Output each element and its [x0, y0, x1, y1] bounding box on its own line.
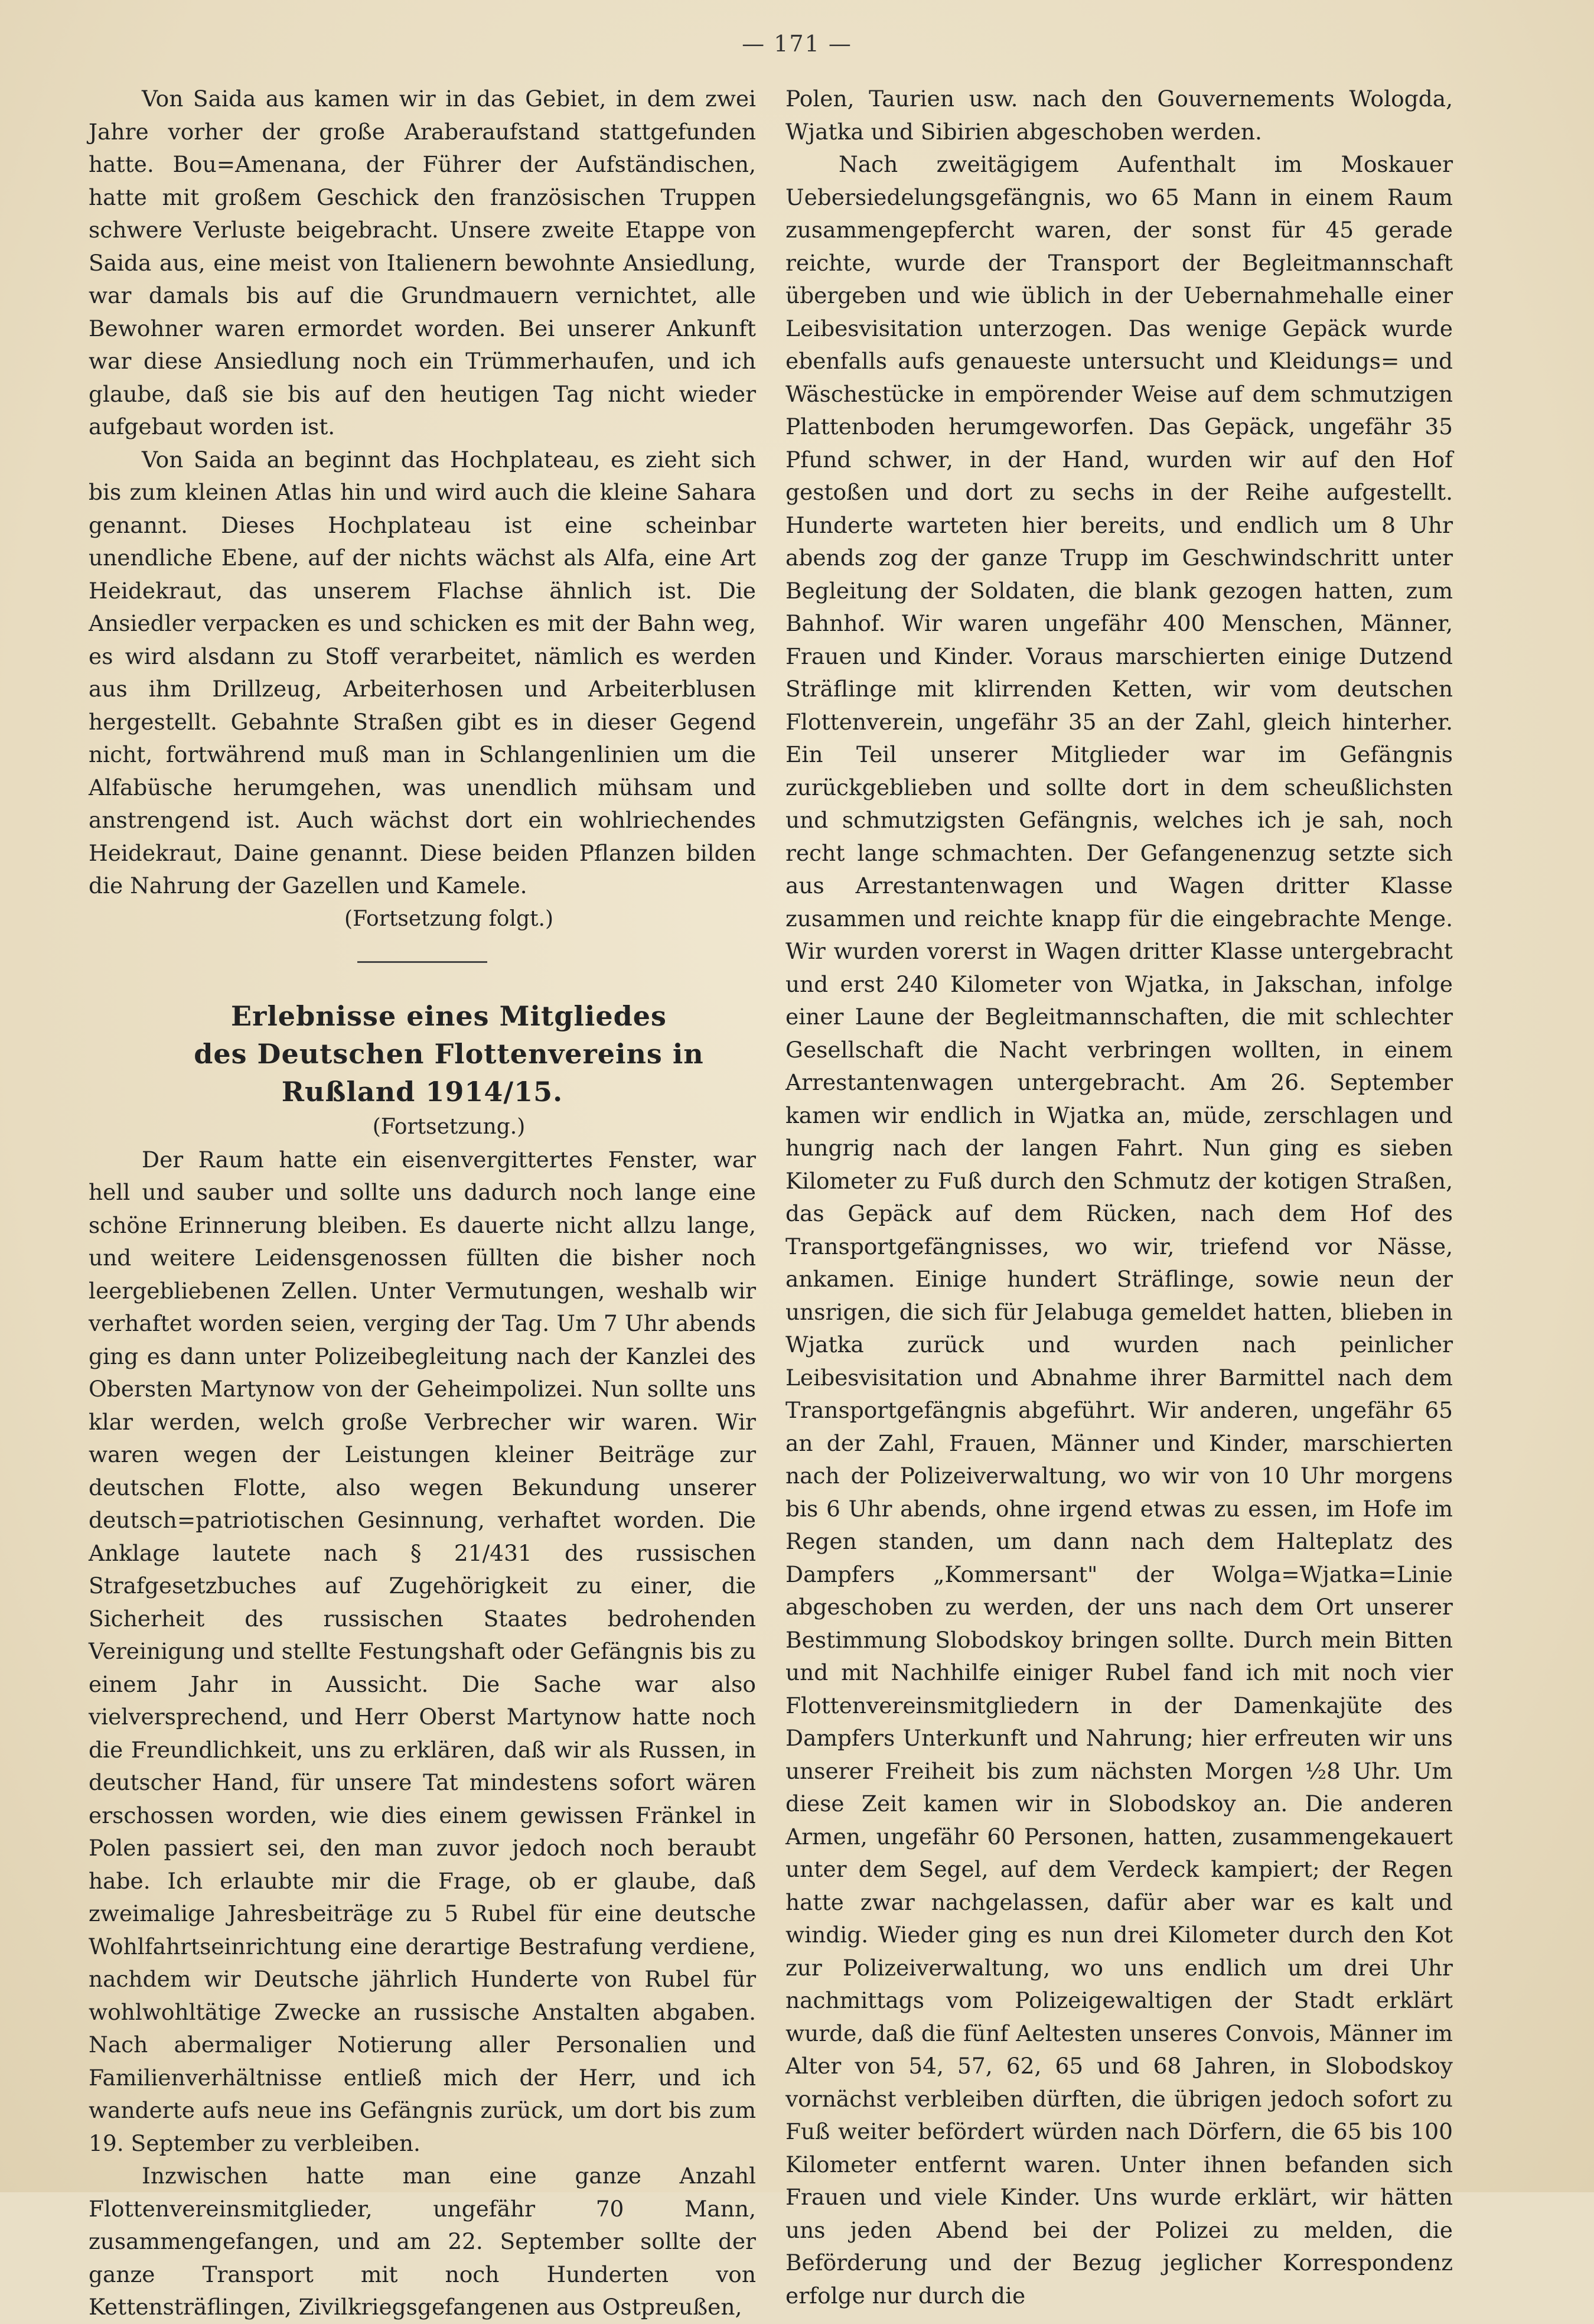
- paragraph: Nach zweitägigem Aufenthalt im Moskauer Uebersiedelungsgefängnis, wo 65 Mann in einem Raum zusammengepfercht waren, der sonst für 45 gerade reichte, wurde der Transport der Begleitmannschaft übergeben und wie üblich in der Uebernahmehalle einer Leibesvisitation unterzogen. Das wenige Gepäck wurde ebenfalls aufs genaueste untersucht und Kleidungs= und Wäschestücke in empörender Weise auf dem schmutzigen Plattenboden herumgeworfen. Das Gepäck, ungefähr 35 Pfund schwer, in der Hand, wurden wir auf den Hof gestoßen und dort zu sechs in der Reihe aufgestellt. Hunderte warteten hier bereits, und endlich um 8 Uhr abends zog der ganze Trupp im Geschwindschritt unter Begleitung der Soldaten, die blank gezogen hatten, zum Bahnhof. Wir waren ungefähr 400 Menschen, Männer, Frauen und Kinder. Voraus marschierten einige Dutzend Sträflinge mit klirrenden Ketten, wir vom deutschen Flottenverein, ungefähr 35 an der Zahl, gleich hinterher. Ein Teil unserer Mitglieder war im Gefängnis zurückgeblieben und sollte dort in dem scheußlichsten und schmutzigsten Gefängnis, welches ich je sah, noch recht lange schmachten. Der Gefangenenzug setzte sich aus Arrestantenwagen und Wagen dritter Klasse zusammen und reichte knapp für die eingebrachte Menge. Wir wurden vorerst in Wagen dritter Klasse untergebracht und erst 240 Kilometer von Wjatka, in Jakschan, infolge einer Laune der Begleitmannschaften, die mit schlechter Gesellschaft die Nacht verbringen wollten, in einem Arrestantenwagen untergebracht. Am 26. September kamen wir endlich in Wjatka an, müde, zerschlagen und hungrig nach der langen Fahrt. Nun ging es sieben Kilometer zu Fuß durch den Schmutz der kotigen Straßen, das Gepäck auf dem Rücken, nach dem Hof des Transportgefängnisses, wo wir, triefend vor Nässe, ankamen. Einige hundert Sträflinge, sowie neun der unsrigen, die sich für Jelabuga gemeldet hatten, blieben in Wjatka zurück und wurden nach peinlicher Leibesvisitation und Abnahme ihrer Barmittel nach dem Transportgefängnis abgeführt. Wir anderen, ungefähr 65 an der Zahl, Frauen, Männer und Kinder, marschierten nach der Polizeiverwaltung, wo wir von 10 Uhr morgens bis 6 Uhr abends, ohne irgend etwas zu essen, im Hofe im Regen standen, um dann nach dem Halteplatz des Dampfers „Kommersant" der Wolga=Wjatka=Linie abgeschoben zu werden, der uns nach dem Ort unserer Bestimmung Slobodskoy bringen sollte. Durch mein Bitten und mit Nachhilfe einiger Rubel fand ich mit noch vier Flottenvereinsmitgliedern in der Damenkajüte des Dampfers Unterkunft und Nahrung; hier erfreuten wir uns unserer Freiheit bis zum nächsten Morgen ½8 Uhr. Um diese Zeit kamen wir in Slobodskoy an. Die anderen Armen, ungefähr 60 Personen, hatten, zusammengekauert unter dem Segel, auf dem Verdeck kampiert; der Regen hatte zwar nachgelassen, dafür aber war es kalt und windig. Wieder ging es nun drei Kilometer durch den Kot zur Polizeiverwaltung, wo uns endlich um drei Uhr nachmittags vom Polizeigewaltigen der Stadt erklärt wurde, daß die fünf Aeltesten unseres Convois, Männer im Alter von 54, 57, 62, 65 und 68 Jahren, in Slobodskoy vornächst verbleiben dürften, die übrigen jedoch sofort zu Fuß weiter befördert würden nach Dörfern, die 65 bis 100 Kilometer entfernt waren. Unter ihnen befanden sich Frauen und viele Kinder. Uns wurde erklärt, wir hätten uns jeden Abend bei der Polizei zu melden, die Beförderung und der Bezug jeglicher Korrespondenz erfolge nur durch die: [785, 151, 1453, 2309]
- article-subtitle: (Fortsetzung.): [372, 1115, 526, 1139]
- left-column: [89, 83, 756, 2324]
- paragraph: Von Saida an beginnt das Hochplateau, es zieht sich bis zum kleinen Atlas hin und wird auch die kleine Sahara genannt. Dieses Hochplateau ist eine scheinbar unendliche Ebene, auf der nichts wächst als Alfa, eine Art Heidekraut, das unserem Flachse ähnlich ist. Die Ansiedler verpacken es und schicken es mit der Bahn weg, es wird alsdann zu Stoff verarbeitet, nämlich es werden aus ihm Drillzeug, Arbeiterhosen und Arbeiterblusen hergestellt. Gebahnte Straßen gibt es in dieser Gegend nicht, fortwährend muß man in Schlangenlinien um die Alfabüsche herumgehen, was unendlich mühsam und anstrengend ist. Auch wächst dort ein wohlriechendes Heidekraut, Daine genannt. Diese beiden Pflanzen bilden die Nahrung der Gazellen und Kamele.: [89, 446, 756, 899]
- article-title-line-1: Erlebnisse eines Mitgliedes: [231, 1000, 667, 1032]
- right-column: [785, 83, 1453, 2312]
- paragraph: Polen, Taurien usw. nach den Gouvernements Wologda, Wjatka und Sibirien abgeschoben werden.: [785, 86, 1453, 145]
- to-be-continued-note: (Fortsetzung folgt.): [344, 906, 553, 931]
- paragraph: Inzwischen hatte man eine ganze Anzahl Flottenvereinsmitglieder, ungefähr 70 Mann, zusammengefangen, und am 22. September sollte der ganze Transport mit noch Hunderten von Kettensträflingen, Zivilkriegsgefangenen aus Ostpreußen,: [89, 2163, 756, 2320]
- page-number: — 171 —: [742, 31, 852, 57]
- section-divider: [357, 961, 487, 963]
- article-title-line-2: des Deutschen Flottenvereins in Rußland 1914/15.: [194, 1038, 704, 1108]
- paragraph: Von Saida aus kamen wir in das Gebiet, in dem zwei Jahre vorher der große Araberaufstand stattgefunden hatte. Bou=Amenana, der Führer der Aufständischen, hatte mit großem Geschick den französischen Truppen schwere Verluste beigebracht. Unsere zweite Etappe von Saida aus, eine meist von Italienern bewohnte Ansiedlung, war damals bis auf die Grundmauern vernichtet, alle Bewohner waren ermordet worden. Bei unserer Ankunft war diese Ansiedlung noch ein Trümmerhaufen, und ich glaube, daß sie bis auf den heutigen Tag nicht wieder aufgebaut worden ist.: [89, 86, 756, 440]
- paragraph: Der Raum hatte ein eisenvergittertes Fenster, war hell und sauber und sollte uns dadurch noch lange eine schöne Erinnerung bleiben. Es dauerte nicht allzu lange, und weitere Leidensgenossen füllten die bisher noch leergebliebenen Zellen. Unter Vermutungen, weshalb wir verhaftet worden seien, verging der Tag. Um 7 Uhr abends ging es dann unter Polizeibegleitung nach der Kanzlei des Obersten Martynow von der Geheimpolizei. Nun sollte uns klar werden, welch große Verbrecher wir waren. Wir waren wegen der Leistungen kleiner Beiträge zur deutschen Flotte, also wegen Bekundung unserer deutsch=patriotischen Gesinnung, verhaftet worden. Die Anklage lautete nach § 21/431 des russischen Strafgesetzbuches auf Zugehörigkeit zu einer, die Sicherheit des russischen Staates bedrohenden Vereinigung und stellte Festungshaft oder Gefängnis bis zu einem Jahr in Aussicht. Die Sache war also vielversprechend, und Herr Oberst Martynow hatte noch die Freundlichkeit, uns zu erklären, daß wir als Russen, in deutscher Hand, für unsere Tat mindestens sofort wären erschossen worden, wie dies einem gewissen Fränkel in Polen passiert sei, den man zuvor jedoch noch beraubt habe. Ich erlaubte mir die Frage, ob er glaube, daß zweimalige Jahresbeiträge zu 5 Rubel für eine deutsche Wohlfahrtseinrichtung eine derartige Bestrafung verdiene, nachdem wir Deutsche jährlich Hunderte von Rubel für wohlwohltätige Zwecke an russische Anstalten abgaben. Nach abermaliger Notierung aller Personalien und Familienverhältnisse entließ mich der Herr, und ich wanderte aufs neue ins Gefängnis zurück, um dort bis zum 19. September zu verbleiben.: [89, 1146, 756, 2156]
